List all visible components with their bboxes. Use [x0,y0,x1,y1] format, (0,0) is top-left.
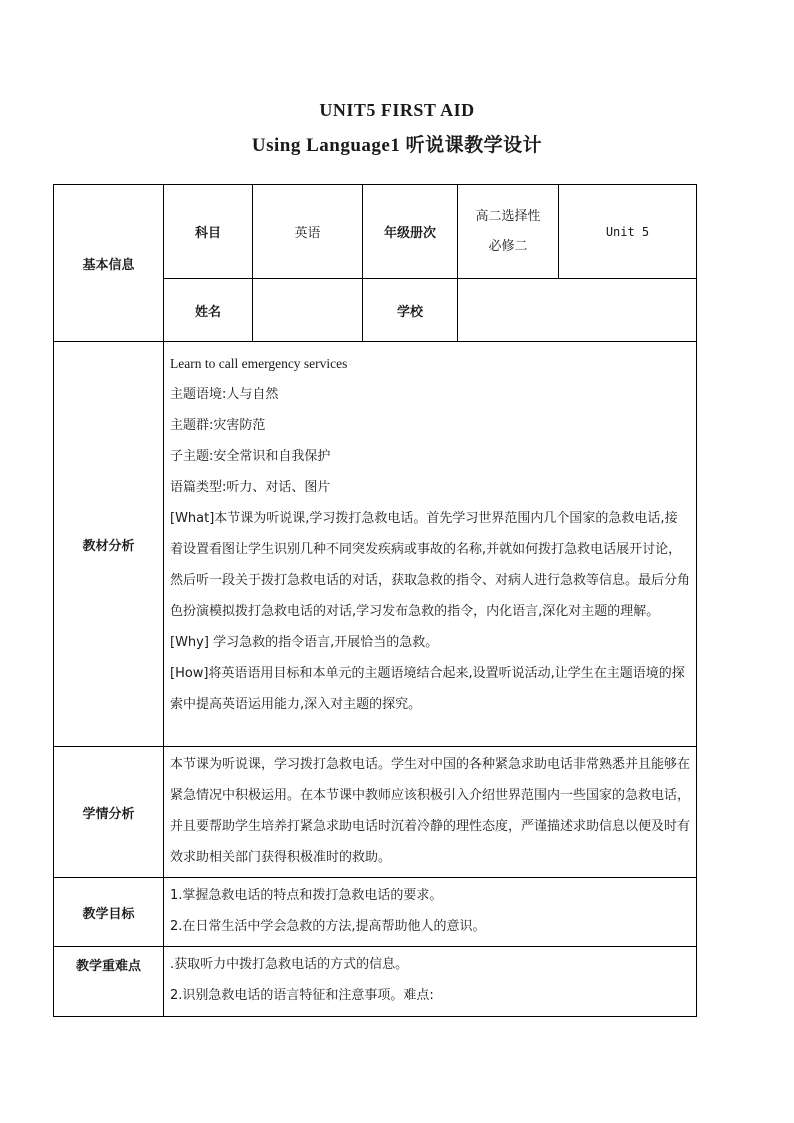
grade-label: 年级册次 [363,185,458,279]
grade-value-line2: 必修二 [488,238,528,254]
student-analysis-label: 学情分析 [54,747,164,878]
student-analysis-content [164,747,697,878]
teaching-goals-content [164,878,697,947]
grade-value-line1: 高二选择性 [475,208,541,224]
goal-item-2: 2.在日常生活中学会急救的方法,提高帮助他人的意识。 [170,919,486,934]
basic-info-row-1 [54,185,697,279]
key-point-item-2: 2.识别急救电话的语言特征和注意事项。难点: [170,988,434,1003]
key-points-label: 教学重难点 [54,947,164,1017]
material-why-paragraph: [Why] 学习急救的指令语言,开展恰当的急救。 [170,635,439,650]
teaching-goals-row [54,878,697,947]
material-line-4: 子主题:安全常识和自我保护 [170,449,331,464]
key-points-content [164,947,697,1017]
material-line-3: 主题群:灾害防范 [170,418,266,433]
material-line-2: 主题语境:人与自然 [170,387,279,402]
document-title-line1: UNIT5 FIRST AID [319,100,475,120]
name-label: 姓名 [164,279,253,342]
material-how-paragraph: [How]将英语语用目标和本单元的主题语境结合起来,设置听说活动,让学生在主题语境的探索中提高英语运用能力,深入对主题的探究。 [170,666,685,712]
document-title-line2: Using Language1 听说课教学设计 [251,135,543,156]
subject-label: 科目 [164,185,253,279]
student-analysis-text: 本节课为听说课，学习拨打急救电话。学生对中国的各种紧急求助电话非常熟悉并且能够在紧急情况中积极运用。在本节课中教师应该积极引入介绍世界范围内一些国家的急救电话，并且要帮助学生培养打紧急求助电话时沉着冷静的理性态度，严谨描述求助信息以便及时有效求助相关部门获得积极准时的救助。 [170,757,691,865]
school-value [458,279,697,342]
material-analysis-label: 教材分析 [54,342,164,747]
school-label: 学校 [363,279,458,342]
teaching-goals-label: 教学目标 [54,878,164,947]
material-line-1: Learn to call emergency services [170,356,348,371]
key-point-item-1: .获取听力中拨打急救电话的方式的信息。 [170,957,409,972]
key-points-row [54,947,697,1017]
student-analysis-row [54,747,697,878]
material-analysis-row [54,342,697,747]
material-analysis-content [164,342,697,747]
name-value [253,279,363,342]
basic-info-label: 基本信息 [54,185,164,342]
unit-value: Unit 5 [559,185,697,279]
subject-value: 英语 [253,185,363,279]
grade-value [458,185,559,279]
goal-item-1: 1.掌握急救电话的特点和拨打急救电话的要求。 [170,888,443,903]
material-what-paragraph: [What]本节课为听说课,学习拨打急救电话。首先学习世界范围内几个国家的急救电话,接着设置看图让学生识别几种不同突发疾病或事故的名称,并就如何拨打急救电话展开讨论，然后听一段关于拨打急救电话的对话，获取急救的指令、对病人进行急救等信息。最后分角色扮演模拟拨打急救电话的对话,学习发布急救的指令，内化语言,深化对主题的理解。 [170,511,691,619]
material-line-5: 语篇类型:听力、对话、图片 [170,480,331,495]
lesson-plan-table [53,184,697,1017]
